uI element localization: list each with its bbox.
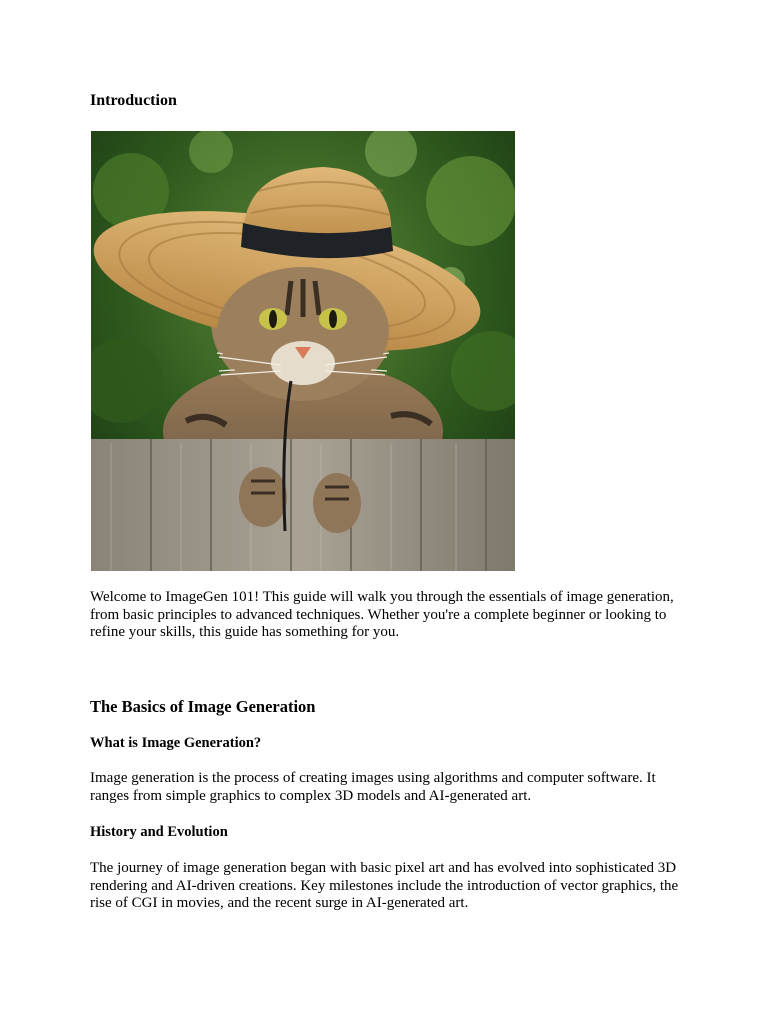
what-is-heading: What is Image Generation? [90, 735, 262, 751]
basics-heading: The Basics of Image Generation [90, 697, 316, 716]
cat-in-straw-hat-photo-icon [91, 131, 515, 571]
history-paragraph: The journey of image generation began with basic pixel art and has evolved into sophisticated 3D rendering and AI-driven creations. Key milestones include the introduction of vector graphics, the rise of CGI in movies, and the recent surge in AI-generated art. [90, 860, 679, 912]
introduction-heading: Introduction [90, 92, 177, 109]
introduction-paragraph: Welcome to ImageGen 101! This guide will walk you through the essentials of image generation, from basic principles to advanced techniques. Whether you're a complete beginner or looking to refine your skills, this guide has something for you. [90, 589, 674, 641]
what-is-paragraph: Image generation is the process of creating images using algorithms and computer software. It ranges from simple graphics to complex 3D models and AI-generated art. [90, 770, 656, 804]
cat-photo [91, 131, 515, 571]
history-heading: History and Evolution [90, 824, 228, 840]
